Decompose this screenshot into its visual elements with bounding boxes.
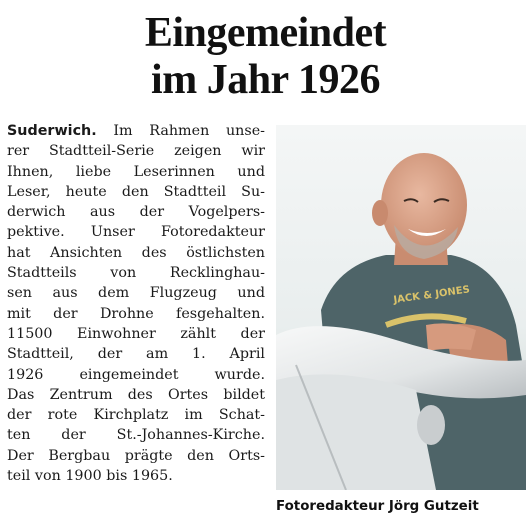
article-line: sen aus dem Flugzeug und xyxy=(7,285,265,302)
article-line: Das Zentrum des Ortes bildet xyxy=(7,386,265,403)
article-line: Suderwich. Im Rahmen unse- xyxy=(7,123,265,139)
head xyxy=(381,153,467,257)
article-line: Stadtteil, der am 1. April xyxy=(7,346,265,363)
article-line: hat Ansichten des östlichsten xyxy=(7,244,265,261)
article-line: Ihnen, liebe Leserinnen und xyxy=(7,163,265,180)
article-line: teil von 1900 bis 1965. xyxy=(7,468,173,485)
headline-line-2: im Jahr 1926 xyxy=(151,57,380,103)
ear xyxy=(372,200,388,226)
hand xyxy=(426,323,476,351)
article-line: Leser, heute den Stadtteil Su- xyxy=(7,183,265,200)
article-photo xyxy=(276,125,526,490)
headline xyxy=(0,10,531,104)
article-line: Stadtteils von Recklinghau- xyxy=(7,265,265,282)
article-line: ten der St.-Johannes-Kirche. xyxy=(7,427,265,444)
article-line: Der Bergbau prägte den Orts- xyxy=(7,447,265,464)
article-line: rer Stadtteil-Serie zeigen wir xyxy=(7,143,265,160)
article-line: 11500 Einwohner zählt der xyxy=(7,325,265,342)
article-line: derwich aus der Vogelpers- xyxy=(7,204,265,221)
article-line: der rote Kirchplatz im Schat- xyxy=(7,407,265,424)
airplane-nose xyxy=(276,374,436,490)
article-line: mit der Drohne fesgehalten. xyxy=(7,305,265,322)
engine-cowl xyxy=(417,405,445,445)
headline-line-1: Eingemeindet xyxy=(144,10,387,56)
article-lead: Suderwich. xyxy=(7,123,97,139)
article-body xyxy=(7,121,265,486)
photo-caption: Fotoredakteur Jörg Gutzeit xyxy=(276,499,479,514)
article-line: pektive. Unser Fotoredakteur xyxy=(7,224,265,241)
shirt-print: JACK & JONES xyxy=(392,284,471,306)
article-line: 1926 eingemeindet wurde. xyxy=(7,366,265,383)
